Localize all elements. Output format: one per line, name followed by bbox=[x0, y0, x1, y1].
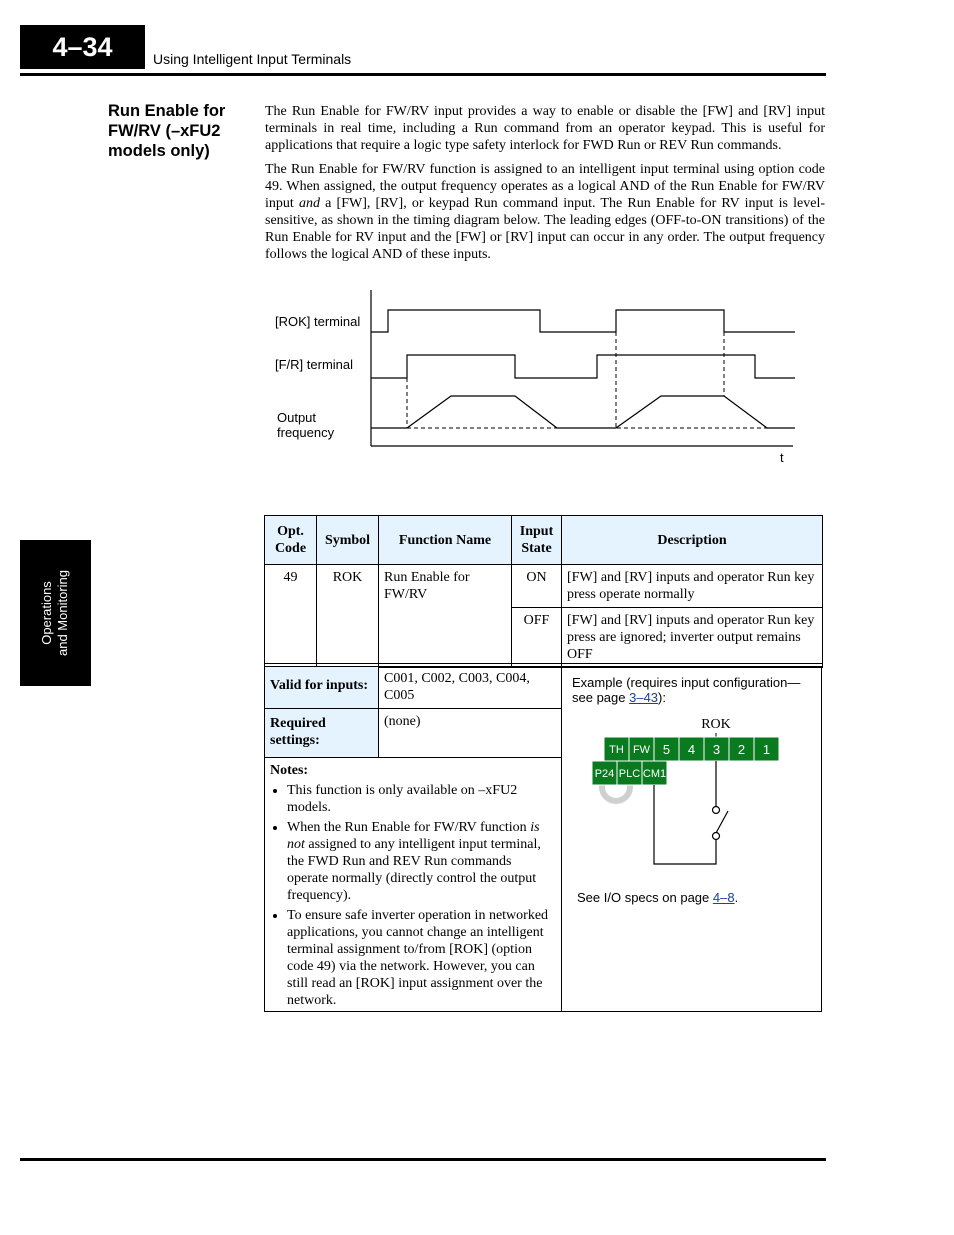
terminal-5-label: 5 bbox=[662, 742, 671, 757]
side-tab bbox=[20, 540, 91, 686]
terminal-2-label: 2 bbox=[737, 742, 746, 757]
note-1: • This function is only available on –xFU2 models. bbox=[287, 782, 556, 816]
footer-rule bbox=[20, 1158, 826, 1161]
cell-code: 49 bbox=[265, 565, 317, 668]
terminal-wiring-diagram bbox=[562, 707, 821, 877]
fr-terminal-label: [F/R] terminal bbox=[275, 357, 354, 372]
fr-waveform bbox=[371, 355, 795, 378]
side-tab-text bbox=[39, 570, 71, 656]
notes-title: Notes: bbox=[270, 763, 309, 778]
header-function-name: Function Name bbox=[379, 516, 512, 565]
table-divider bbox=[264, 663, 822, 664]
notes bbox=[265, 758, 562, 1011]
required-settings-value: (none) bbox=[379, 709, 562, 758]
example-cell bbox=[562, 667, 821, 1011]
example-text: Example (requires input configuration—see page 3–43): bbox=[572, 675, 801, 705]
terminal-plc-label: PLC bbox=[618, 768, 641, 780]
terminal-4-label: 4 bbox=[687, 742, 696, 757]
terminal-1-label: 1 bbox=[762, 742, 771, 757]
note-3: • To ensure safe inverter operation in networked applications, you cannot change an intelligent terminal assignment to/from [ROK] (option code 49) via the network. However, you can still read an [ROK] input assignment over the network. bbox=[287, 907, 556, 1009]
paragraph-2-em: and bbox=[298, 196, 320, 211]
terminal-row-bottom bbox=[592, 761, 667, 785]
function-table bbox=[264, 515, 823, 668]
terminal-cm1-label: CM1 bbox=[642, 768, 667, 780]
time-axis-label: t bbox=[780, 450, 784, 465]
paragraph-2-b: a [FW], [RV], or keypad Run command input. The Run Enable for RV input is level-sensitive, as shown in the timing diagram below. The leading edges (OFF-to-ON transitions) of the Run Enable for RV input and the [FW] or [RV] input can occur in any order. The output frequency follows the logical AND of these inputs. bbox=[265, 196, 826, 262]
rok-waveform bbox=[371, 310, 795, 332]
section-title-line1: Run Enable for bbox=[108, 102, 226, 120]
header-input-state: Input State bbox=[512, 516, 562, 565]
header-description: Description bbox=[562, 516, 823, 565]
page-link-3-43[interactable]: 3–43 bbox=[629, 690, 659, 705]
rok-label: ROK bbox=[701, 717, 731, 732]
terminal-fw-label: FW bbox=[632, 744, 651, 756]
note-2: • When the Run Enable for FW/RV function is not assigned to any intelligent input terminal, the FWD Run and REV Run commands operate normally (directly control the output frequency). bbox=[287, 819, 556, 904]
section-title bbox=[108, 101, 258, 161]
lower-info-block bbox=[264, 666, 822, 1012]
header-opt-code: Opt. Code bbox=[265, 516, 317, 565]
header-rule bbox=[20, 73, 826, 76]
cell-function-name: Run Enable for FW/RV bbox=[379, 565, 512, 668]
valid-for-inputs-label: Valid for inputs: bbox=[265, 667, 379, 709]
table-row bbox=[265, 565, 823, 608]
table-header-row bbox=[265, 516, 823, 565]
valid-for-inputs-value: C001, C002, C003, C004, C005 bbox=[379, 667, 562, 709]
terminal-row-top bbox=[604, 737, 779, 761]
terminal-th-label: TH bbox=[609, 744, 624, 756]
section-title-line2: FW/RV (–xFU2 bbox=[108, 122, 221, 140]
output-frequency-waveform bbox=[371, 396, 795, 428]
side-tab-line2: and Monitoring bbox=[55, 570, 70, 656]
switch-lever bbox=[716, 811, 728, 833]
section-title-line3: models only) bbox=[108, 142, 210, 160]
page-number: 4–34 bbox=[20, 25, 145, 69]
paragraph-1: The Run Enable for FW/RV input provides a way to enable or disable the [FW] and [RV] input terminals in real time, including a Run command from an operator keypad. This is useful for applications that require a logic type safety interlock for FWD Run or REV Run commands. bbox=[265, 104, 825, 153]
io-specs-text: See I/O specs on page 4–8. bbox=[577, 890, 739, 905]
terminal-p24-label: P24 bbox=[594, 768, 615, 780]
switch-contact-bottom bbox=[713, 833, 720, 840]
rok-terminal-label: [ROK] terminal bbox=[275, 314, 361, 329]
switch-contact-top bbox=[713, 807, 720, 814]
cell-desc-on: [FW] and [RV] inputs and operator Run key press operate normally bbox=[562, 565, 823, 608]
wire-cm1 bbox=[654, 785, 716, 864]
output-frequency-label-2: frequency bbox=[277, 425, 335, 440]
paragraph-2 bbox=[265, 161, 825, 263]
header-title: Using Intelligent Input Terminals bbox=[153, 51, 352, 67]
cell-state-off: OFF bbox=[512, 608, 562, 668]
output-frequency-label-1: Output bbox=[277, 410, 317, 425]
terminal-3-label: 3 bbox=[712, 742, 721, 757]
timing-diagram bbox=[265, 282, 805, 472]
side-tab-line1: Operations bbox=[39, 581, 54, 645]
paragraph-2-a: The Run Enable for FW/RV function is assigned to an intelligent input terminal using option code 49. When assigned, the output frequency operates as a logical AND of the Run Enable for FW/RV input bbox=[265, 162, 825, 211]
header-symbol: Symbol bbox=[317, 516, 379, 565]
required-settings-label: Required settings: bbox=[265, 709, 379, 758]
cell-desc-off: [FW] and [RV] inputs and operator Run key press are ignored; inverter output remains OFF bbox=[562, 608, 823, 668]
cell-state-on: ON bbox=[512, 565, 562, 608]
page-link-4-8[interactable]: 4–8 bbox=[712, 890, 735, 905]
cell-symbol: ROK bbox=[317, 565, 379, 668]
